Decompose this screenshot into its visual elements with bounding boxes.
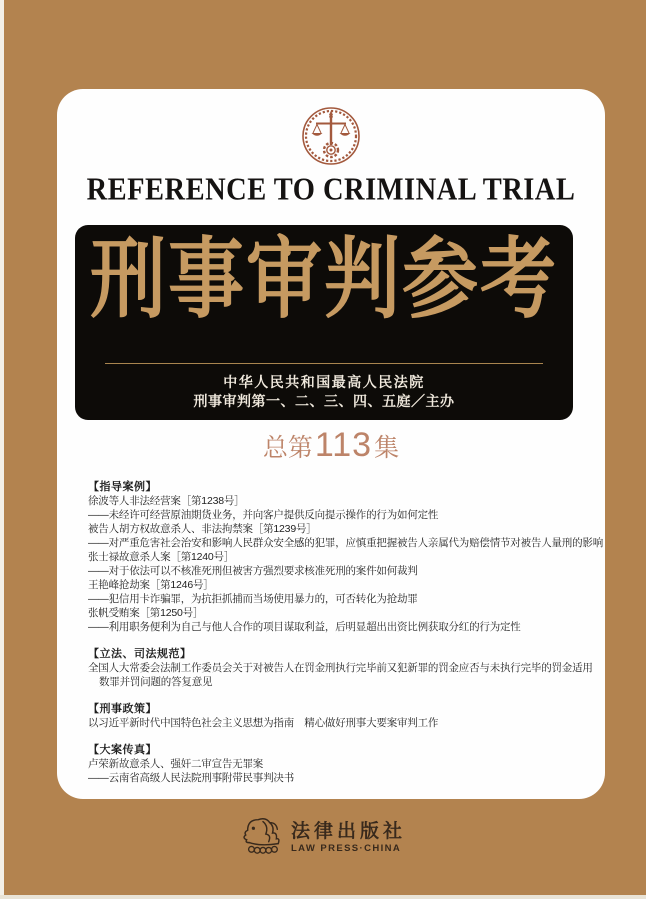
english-title: REFERENCE TO CRIMINAL TRIAL (86, 172, 576, 207)
title-box (75, 225, 573, 420)
toc-section (88, 743, 608, 785)
issue-suffix: 集 (374, 434, 400, 462)
org-line-court: 中华人民共和国最高人民法院 (223, 374, 425, 390)
toc-line: ——未经许可经营原油期货业务，并向客户提供反向提示操作的行为如何定性 (88, 509, 439, 521)
court-emblem-icon (301, 153, 361, 170)
issue-number (57, 426, 605, 465)
issue-prefix: 总第 (262, 434, 313, 462)
toc-line: ——对于依法可以不核准死刑但被害方强烈要求核准死刑的案件如何裁判 (88, 565, 418, 577)
toc-line: 卢荣新故意杀人、强奸二审宣告无罪案 (88, 758, 264, 770)
toc-section (88, 480, 608, 634)
gold-divider (105, 363, 543, 364)
toc-line: 王艳峰抢劫案［第1246号］ (88, 579, 214, 591)
publisher-name-cn: 法律出版社 (290, 820, 406, 842)
toc-section-header: 【指导案例】 (88, 481, 157, 493)
toc-line: 以习近平新时代中国特色社会主义思想为指南 精心做好刑事大要案审判工作 (88, 717, 439, 729)
toc-section-header: 【立法、司法规范】 (88, 648, 192, 660)
toc-line: 被告人胡方权故意杀人、非法拘禁案［第1239号］ (88, 523, 317, 535)
cover-panel (57, 89, 605, 799)
issue-value: 113 (314, 426, 373, 464)
toc-line: 数罪并罚问题的答复意见 (99, 676, 213, 688)
contents (88, 480, 608, 798)
toc-section-header: 【大案传真】 (88, 744, 157, 756)
chinese-title: 刑事审判参考 (90, 231, 558, 330)
court-emblem (57, 106, 605, 171)
law-press-logo-icon (240, 814, 284, 861)
publisher-names (291, 821, 406, 855)
publisher-name-en: LAW PRESS·CHINA (290, 842, 402, 854)
toc-line: 全国人大常委会法制工作委员会关于对被告人在罚金刑执行完毕前又犯新罪的罚金应否与未执行完毕的罚金适用 (88, 662, 593, 674)
toc-line: 张帆受贿案［第1250号］ (88, 607, 204, 619)
toc-line: ——利用职务便利为自己与他人合作的项目谋取利益，后明显超出出资比例获取分红的行为定性 (88, 621, 521, 633)
toc-line: 张士禄故意杀人案［第1240号］ (88, 551, 235, 563)
toc-line: 徐波等人非法经营案［第1238号］ (88, 495, 245, 507)
toc-section (88, 702, 608, 730)
toc-line: ——犯信用卡诈骗罪，为抗拒抓捕而当场使用暴力的，可否转化为抢劫罪 (88, 593, 418, 605)
toc-line: ——对严重危害社会治安和影响人民群众安全感的犯罪，应慎重把握被告人亲属代为赔偿情节对被告人量刑的影响 (88, 537, 603, 549)
toc-line: ——云南省高级人民法院刑事附带民事判决书 (88, 772, 294, 784)
toc-section-header: 【刑事政策】 (88, 703, 157, 715)
publisher-block (0, 814, 646, 861)
org-line-divisions: 刑事审判第一、二、三、四、五庭／主办 (193, 393, 455, 409)
scan-edge-bottom (0, 895, 646, 899)
toc-section (88, 647, 608, 689)
scan-edge-left (0, 0, 4, 899)
